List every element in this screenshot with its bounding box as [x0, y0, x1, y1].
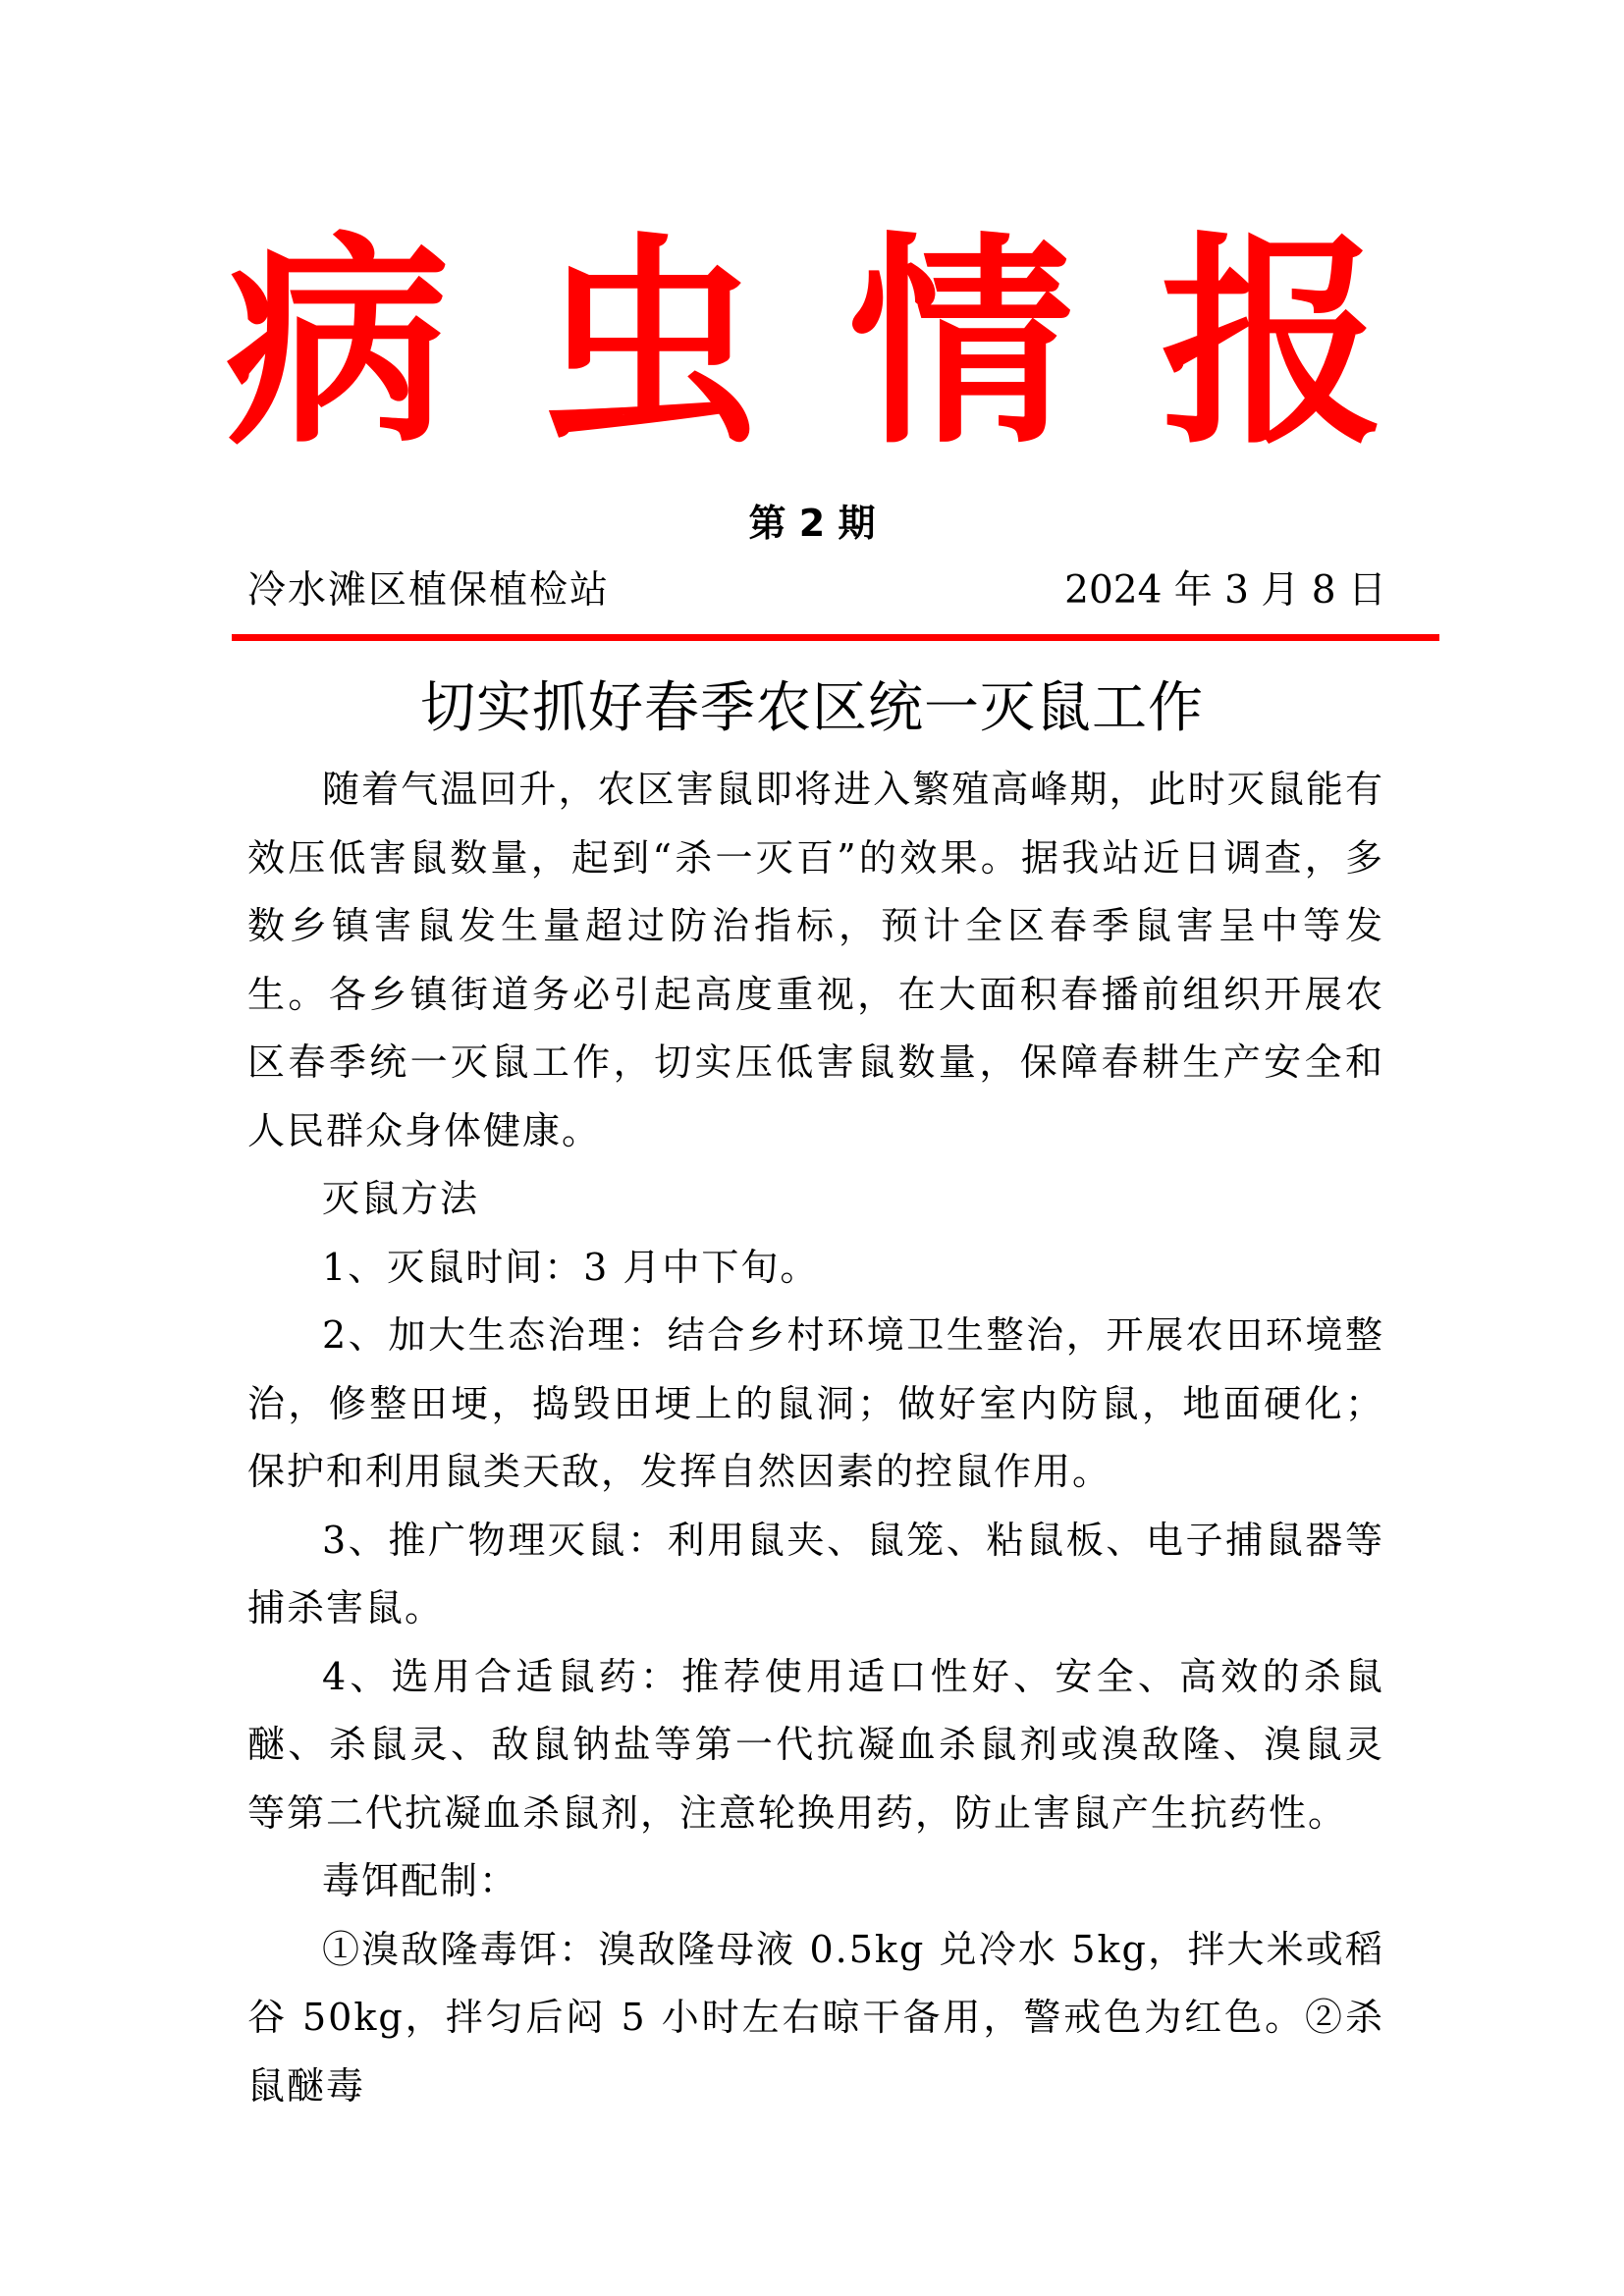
masthead-char-2: 虫	[537, 213, 762, 474]
article-body	[247, 756, 1384, 2120]
organization-name: 冷水滩区植保植检站	[247, 568, 611, 613]
masthead-char-1: 病	[226, 213, 450, 474]
red-divider	[232, 634, 1439, 641]
paragraph-bait-recipe: ①溴敌隆毒饵：溴敌隆母液 0.5kg 兑冷水 5kg，拌大米或稻谷 50kg，拌匀后闷 5 小时左右晾干备用，警戒色为红色。②杀鼠醚毒	[247, 1927, 1384, 2108]
paragraph-bait-heading: 毒饵配制：	[322, 1859, 519, 1902]
paragraph-methods-heading: 灭鼠方法	[322, 1177, 480, 1220]
paragraph-physical-control: 3、推广物理灭鼠：利用鼠夹、鼠笼、粘鼠板、电子捕鼠器等捕杀害鼠。	[247, 1518, 1384, 1629]
header-meta	[247, 565, 1386, 616]
issue-date: 2024 年 3 月 8 日	[1064, 568, 1386, 613]
paragraph-ecological-control: 2、加大生态治理：结合乡村环境卫生整治，开展农田环境整治，修整田埂，捣毁田埂上的鼠洞；做好室内防鼠，地面硬化；保护和利用鼠类天敌，发挥自然因素的控鼠作用。	[247, 1313, 1384, 1493]
masthead-title	[226, 213, 1384, 474]
paragraph-rodenticide: 4、选用合适鼠药：推荐使用适口性好、安全、高效的杀鼠醚、杀鼠灵、敌鼠钠盐等第一代抗凝血杀鼠剂或溴敌隆、溴鼠灵等第二代抗凝血杀鼠剂，注意轮换用药，防止害鼠产生抗药性。	[247, 1654, 1384, 1835]
masthead-char-3: 情	[848, 213, 1073, 474]
masthead-char-4: 报	[1160, 213, 1384, 474]
issue-number: 第 2 期	[748, 502, 876, 545]
paragraph-intro: 随着气温回升，农区害鼠即将进入繁殖高峰期，此时灭鼠能有效压低害鼠数量，起到“杀一灭百”的效果。据我站近日调查，多数乡镇害鼠发生量超过防治指标，预计全区春季鼠害呈中等发生。各乡镇街道务必引起高度重视，在大面积春播前组织开展农区春季统一灭鼠工作，切实压低害鼠数量，保障春耕生产安全和人民群众身体健康。	[247, 768, 1384, 1152]
article-title: 切实抓好春季农区统一灭鼠工作	[420, 676, 1204, 740]
paragraph-timing: 1、灭鼠时间：3 月中下旬。	[322, 1245, 820, 1289]
